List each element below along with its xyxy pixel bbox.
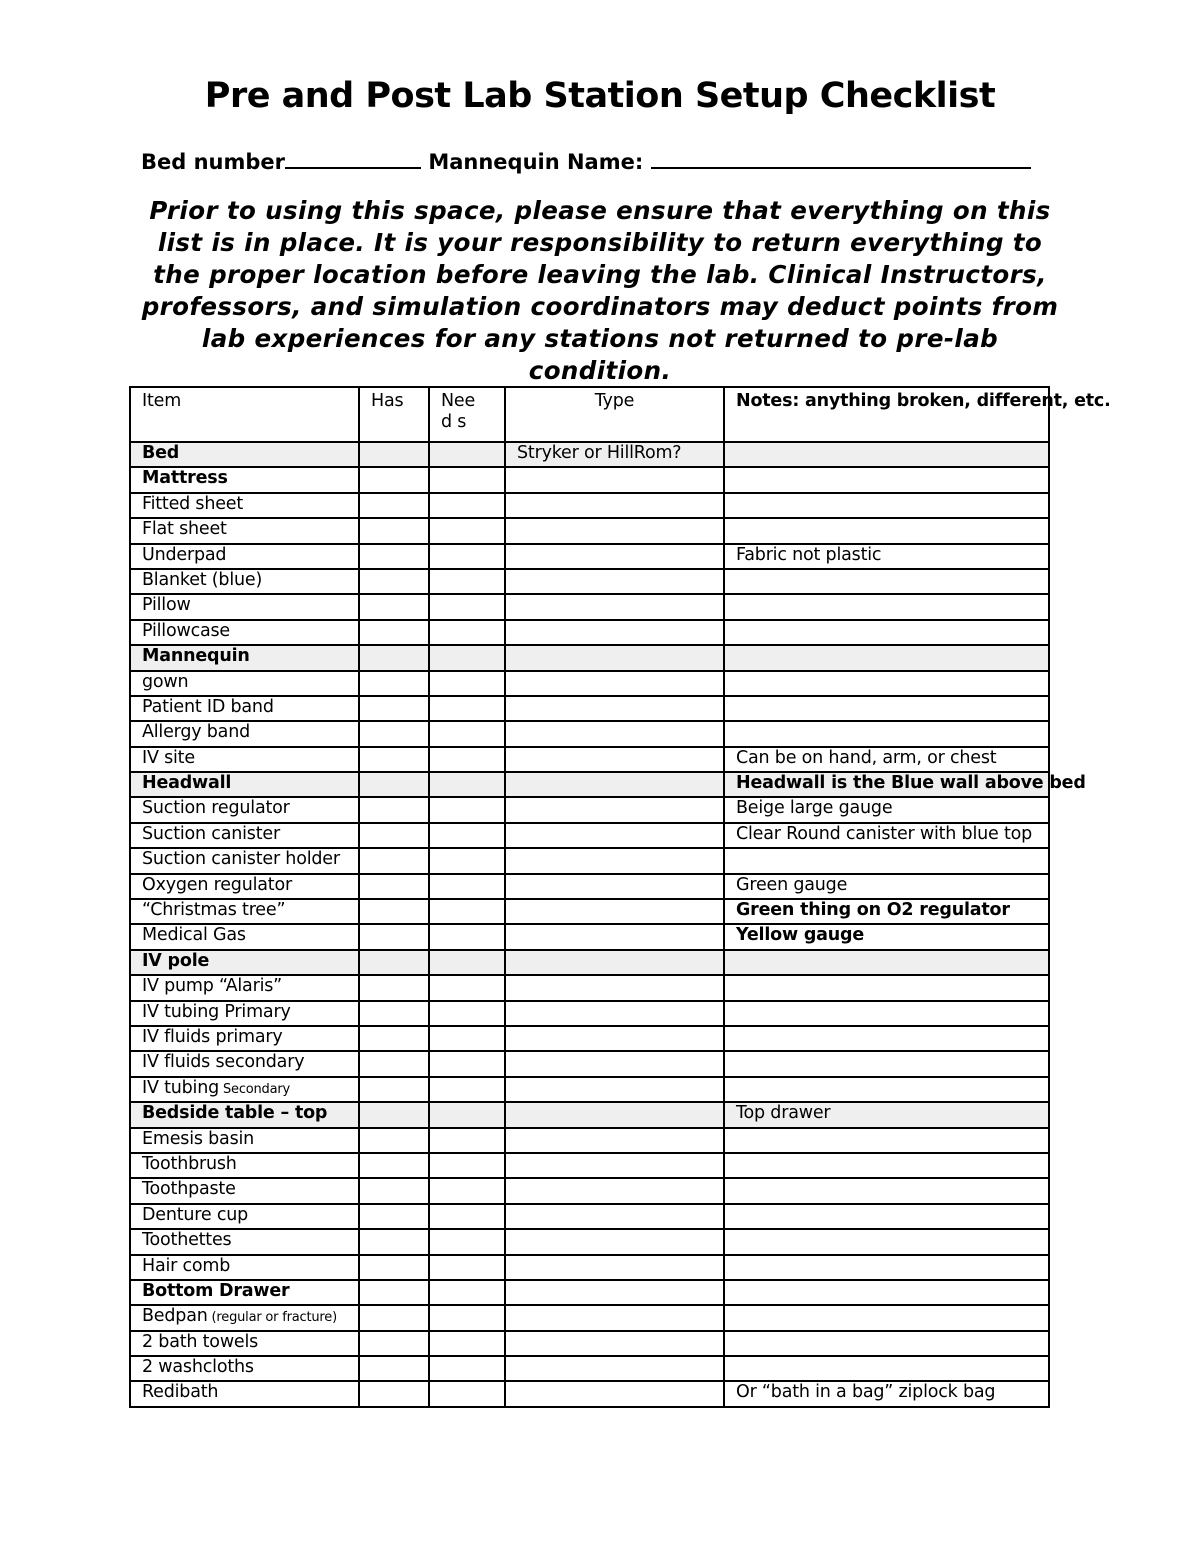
needs-checkbox-cell[interactable] bbox=[429, 645, 505, 670]
needs-checkbox-cell[interactable] bbox=[429, 721, 505, 746]
item-label: Toothbrush bbox=[142, 1153, 237, 1174]
needs-checkbox-cell[interactable] bbox=[429, 696, 505, 721]
has-checkbox-cell[interactable] bbox=[359, 975, 429, 1000]
item-label: IV pole bbox=[142, 950, 210, 971]
table-row bbox=[130, 442, 1049, 467]
needs-checkbox-cell[interactable] bbox=[429, 823, 505, 848]
item-label: Mattress bbox=[142, 468, 228, 489]
type-cell[interactable]: Stryker or HillRom? bbox=[505, 442, 724, 467]
type-cell[interactable] bbox=[505, 696, 724, 721]
notes-cell[interactable] bbox=[724, 594, 1049, 619]
needs-checkbox-cell[interactable] bbox=[429, 1128, 505, 1153]
has-checkbox-cell[interactable] bbox=[359, 1305, 429, 1330]
needs-checkbox-cell[interactable] bbox=[429, 1381, 505, 1406]
table-row bbox=[130, 848, 1049, 873]
table-row bbox=[130, 1077, 1049, 1102]
table-row bbox=[130, 772, 1049, 797]
item-label: Suction canister bbox=[142, 823, 280, 844]
item-cell bbox=[130, 1102, 359, 1127]
table-row bbox=[130, 1153, 1049, 1178]
notes-cell[interactable] bbox=[724, 1051, 1049, 1076]
needs-checkbox-cell[interactable] bbox=[429, 874, 505, 899]
header-item: Item bbox=[130, 387, 359, 442]
item-label: Denture cup bbox=[142, 1204, 249, 1225]
item-cell bbox=[130, 1077, 359, 1102]
notes-cell[interactable]: Or “bath in a bag” ziplock bag bbox=[724, 1381, 1049, 1406]
notes-cell[interactable]: Headwall is the Blue wall above bed bbox=[724, 772, 1049, 797]
notes-cell[interactable] bbox=[724, 950, 1049, 975]
needs-checkbox-cell[interactable] bbox=[429, 467, 505, 492]
has-checkbox-cell[interactable] bbox=[359, 823, 429, 848]
notes-cell[interactable] bbox=[724, 975, 1049, 1000]
notes-cell[interactable] bbox=[724, 442, 1049, 467]
table-row bbox=[130, 1026, 1049, 1051]
item-cell bbox=[130, 544, 359, 569]
has-checkbox-cell[interactable] bbox=[359, 1356, 429, 1381]
table-row bbox=[130, 569, 1049, 594]
item-label: 2 washcloths bbox=[142, 1357, 254, 1378]
table-row bbox=[130, 899, 1049, 924]
has-checkbox-cell[interactable] bbox=[359, 569, 429, 594]
type-cell[interactable] bbox=[505, 1153, 724, 1178]
bed-mannequin-line bbox=[141, 147, 1031, 174]
needs-checkbox-cell[interactable] bbox=[429, 544, 505, 569]
item-cell bbox=[130, 1178, 359, 1203]
notes-cell[interactable]: Yellow gauge bbox=[724, 924, 1049, 949]
has-checkbox-cell[interactable] bbox=[359, 1381, 429, 1406]
has-checkbox-cell[interactable] bbox=[359, 721, 429, 746]
notes-cell[interactable] bbox=[724, 1356, 1049, 1381]
notes-cell[interactable] bbox=[724, 1178, 1049, 1203]
item-cell bbox=[130, 874, 359, 899]
item-cell bbox=[130, 1255, 359, 1280]
has-checkbox-cell[interactable] bbox=[359, 924, 429, 949]
has-checkbox-cell[interactable] bbox=[359, 645, 429, 670]
notes-cell[interactable] bbox=[724, 1001, 1049, 1026]
needs-checkbox-cell[interactable] bbox=[429, 975, 505, 1000]
notes-cell[interactable] bbox=[724, 1229, 1049, 1254]
type-cell[interactable] bbox=[505, 924, 724, 949]
type-cell[interactable] bbox=[505, 544, 724, 569]
needs-checkbox-cell[interactable] bbox=[429, 620, 505, 645]
needs-checkbox-cell[interactable] bbox=[429, 1255, 505, 1280]
type-cell[interactable] bbox=[505, 518, 724, 543]
needs-checkbox-cell[interactable] bbox=[429, 1051, 505, 1076]
notes-cell[interactable] bbox=[724, 1026, 1049, 1051]
item-label: Allergy band bbox=[142, 722, 251, 743]
notes-cell[interactable] bbox=[724, 493, 1049, 518]
item-cell bbox=[130, 696, 359, 721]
item-cell bbox=[130, 1204, 359, 1229]
table-row bbox=[130, 518, 1049, 543]
type-cell[interactable] bbox=[505, 1229, 724, 1254]
item-label: Blanket (blue) bbox=[142, 569, 263, 590]
has-checkbox-cell[interactable] bbox=[359, 874, 429, 899]
table-row bbox=[130, 1178, 1049, 1203]
needs-checkbox-cell[interactable] bbox=[429, 1102, 505, 1127]
table-row bbox=[130, 696, 1049, 721]
needs-checkbox-cell[interactable] bbox=[429, 671, 505, 696]
type-cell[interactable] bbox=[505, 848, 724, 873]
table-row bbox=[130, 594, 1049, 619]
table-row bbox=[130, 874, 1049, 899]
item-cell bbox=[130, 569, 359, 594]
table-row bbox=[130, 975, 1049, 1000]
table-row bbox=[130, 671, 1049, 696]
type-cell[interactable] bbox=[505, 1026, 724, 1051]
table-row bbox=[130, 1204, 1049, 1229]
type-cell[interactable] bbox=[505, 569, 724, 594]
table-row bbox=[130, 747, 1049, 772]
needs-checkbox-cell[interactable] bbox=[429, 772, 505, 797]
item-cell bbox=[130, 975, 359, 1000]
item-label: 2 bath towels bbox=[142, 1331, 259, 1352]
notes-cell[interactable] bbox=[724, 1305, 1049, 1330]
item-cell bbox=[130, 899, 359, 924]
table-row bbox=[130, 1356, 1049, 1381]
needs-checkbox-cell[interactable] bbox=[429, 797, 505, 822]
type-cell[interactable] bbox=[505, 975, 724, 1000]
header-notes: Notes: anything broken, different, etc. bbox=[724, 387, 1049, 442]
needs-checkbox-cell[interactable] bbox=[429, 924, 505, 949]
has-checkbox-cell[interactable] bbox=[359, 696, 429, 721]
table-row bbox=[130, 1280, 1049, 1305]
has-checkbox-cell[interactable] bbox=[359, 1229, 429, 1254]
type-cell[interactable] bbox=[505, 899, 724, 924]
table-row bbox=[130, 924, 1049, 949]
item-cell bbox=[130, 823, 359, 848]
item-label: Bedside table – top bbox=[142, 1103, 328, 1124]
notes-cell[interactable] bbox=[724, 620, 1049, 645]
table-row bbox=[130, 1381, 1049, 1406]
needs-checkbox-cell[interactable] bbox=[429, 1331, 505, 1356]
table-row bbox=[130, 950, 1049, 975]
item-cell bbox=[130, 1051, 359, 1076]
table-row bbox=[130, 823, 1049, 848]
item-cell bbox=[130, 1356, 359, 1381]
notes-cell[interactable] bbox=[724, 696, 1049, 721]
item-note-small: (regular or fracture) bbox=[207, 1310, 337, 1326]
item-cell bbox=[130, 1229, 359, 1254]
needs-checkbox-cell[interactable] bbox=[429, 493, 505, 518]
table-row bbox=[130, 645, 1049, 670]
item-cell bbox=[130, 467, 359, 492]
notes-cell[interactable] bbox=[724, 671, 1049, 696]
type-cell[interactable] bbox=[505, 823, 724, 848]
notes-cell[interactable] bbox=[724, 721, 1049, 746]
item-cell bbox=[130, 747, 359, 772]
has-checkbox-cell[interactable] bbox=[359, 1051, 429, 1076]
needs-checkbox-cell[interactable] bbox=[429, 594, 505, 619]
type-cell[interactable] bbox=[505, 721, 724, 746]
header-has: Has bbox=[359, 387, 429, 442]
mannequin-name-blank[interactable] bbox=[651, 147, 1031, 169]
table-row bbox=[130, 1128, 1049, 1153]
has-checkbox-cell[interactable] bbox=[359, 1153, 429, 1178]
has-checkbox-cell[interactable] bbox=[359, 442, 429, 467]
type-cell[interactable] bbox=[505, 467, 724, 492]
needs-checkbox-cell[interactable] bbox=[429, 1026, 505, 1051]
item-label: Bottom Drawer bbox=[142, 1280, 290, 1301]
item-cell bbox=[130, 1280, 359, 1305]
item-cell bbox=[130, 1381, 359, 1406]
type-cell[interactable] bbox=[505, 1280, 724, 1305]
needs-checkbox-cell[interactable] bbox=[429, 1305, 505, 1330]
table-row bbox=[130, 1331, 1049, 1356]
notes-cell[interactable] bbox=[724, 1331, 1049, 1356]
has-checkbox-cell[interactable] bbox=[359, 1102, 429, 1127]
item-cell bbox=[130, 950, 359, 975]
notes-cell[interactable]: Fabric not plastic bbox=[724, 544, 1049, 569]
type-cell[interactable] bbox=[505, 772, 724, 797]
item-cell bbox=[130, 772, 359, 797]
item-cell bbox=[130, 594, 359, 619]
item-label: Toothpaste bbox=[142, 1179, 236, 1200]
notes-cell[interactable] bbox=[724, 1255, 1049, 1280]
item-label: “Christmas tree” bbox=[142, 900, 286, 921]
item-label: Suction regulator bbox=[142, 798, 290, 819]
has-checkbox-cell[interactable] bbox=[359, 620, 429, 645]
table-row bbox=[130, 544, 1049, 569]
item-label: Pillowcase bbox=[142, 620, 231, 641]
table-row bbox=[130, 1051, 1049, 1076]
type-cell[interactable] bbox=[505, 671, 724, 696]
bed-number-blank[interactable] bbox=[285, 147, 421, 169]
item-label: Patient ID band bbox=[142, 696, 274, 717]
item-cell bbox=[130, 493, 359, 518]
notes-cell[interactable]: Green thing on O2 regulator bbox=[724, 899, 1049, 924]
item-cell bbox=[130, 671, 359, 696]
item-cell bbox=[130, 620, 359, 645]
notes-cell[interactable] bbox=[724, 1280, 1049, 1305]
item-suffix: Secondary bbox=[219, 1081, 291, 1097]
item-label: Pillow bbox=[142, 595, 191, 616]
item-label: Fitted sheet bbox=[142, 493, 244, 514]
item-cell bbox=[130, 645, 359, 670]
has-checkbox-cell[interactable] bbox=[359, 950, 429, 975]
bed-number-label: Bed number bbox=[141, 150, 286, 174]
item-label: Suction canister holder bbox=[142, 849, 340, 870]
header-type: Type bbox=[505, 387, 724, 442]
has-checkbox-cell[interactable] bbox=[359, 747, 429, 772]
item-cell bbox=[130, 1153, 359, 1178]
notes-cell[interactable] bbox=[724, 645, 1049, 670]
table-row bbox=[130, 493, 1049, 518]
type-cell[interactable] bbox=[505, 1255, 724, 1280]
table-header-row bbox=[130, 387, 1049, 442]
table-row bbox=[130, 721, 1049, 746]
item-label: gown bbox=[142, 671, 189, 692]
type-cell[interactable] bbox=[505, 1204, 724, 1229]
has-checkbox-cell[interactable] bbox=[359, 1331, 429, 1356]
notes-cell[interactable]: Can be on hand, arm, or chest bbox=[724, 747, 1049, 772]
item-cell bbox=[130, 924, 359, 949]
item-cell bbox=[130, 1305, 359, 1330]
item-label: Toothettes bbox=[142, 1230, 232, 1251]
has-checkbox-cell[interactable] bbox=[359, 797, 429, 822]
item-label: IV site bbox=[142, 747, 195, 768]
has-checkbox-cell[interactable] bbox=[359, 1204, 429, 1229]
type-cell[interactable] bbox=[505, 620, 724, 645]
type-cell[interactable] bbox=[505, 1305, 724, 1330]
item-cell bbox=[130, 1128, 359, 1153]
notes-cell[interactable] bbox=[724, 1153, 1049, 1178]
notes-cell[interactable] bbox=[724, 1204, 1049, 1229]
needs-checkbox-cell[interactable] bbox=[429, 899, 505, 924]
page-title: Pre and Post Lab Station Setup Checklist bbox=[204, 76, 996, 116]
needs-checkbox-cell[interactable] bbox=[429, 518, 505, 543]
needs-checkbox-cell[interactable] bbox=[429, 1178, 505, 1203]
table-row bbox=[130, 797, 1049, 822]
notes-cell[interactable] bbox=[724, 848, 1049, 873]
notes-cell[interactable]: Green gauge bbox=[724, 874, 1049, 899]
item-label: IV fluids secondary bbox=[142, 1052, 305, 1073]
item-label: IV tubing bbox=[142, 1077, 220, 1098]
item-label: Bed bbox=[142, 443, 180, 463]
item-label: Underpad bbox=[142, 544, 227, 565]
has-checkbox-cell[interactable] bbox=[359, 493, 429, 518]
has-checkbox-cell[interactable] bbox=[359, 1128, 429, 1153]
item-label: Hair comb bbox=[142, 1255, 231, 1276]
needs-checkbox-cell[interactable] bbox=[429, 1001, 505, 1026]
item-cell bbox=[130, 1001, 359, 1026]
item-label: Headwall bbox=[142, 773, 232, 794]
type-cell[interactable] bbox=[505, 1178, 724, 1203]
type-cell[interactable] bbox=[505, 1102, 724, 1127]
has-checkbox-cell[interactable] bbox=[359, 467, 429, 492]
needs-checkbox-cell[interactable] bbox=[429, 950, 505, 975]
has-checkbox-cell[interactable] bbox=[359, 772, 429, 797]
item-label: Oxygen regulator bbox=[142, 874, 292, 895]
has-checkbox-cell[interactable] bbox=[359, 594, 429, 619]
has-checkbox-cell[interactable] bbox=[359, 1077, 429, 1102]
needs-checkbox-cell[interactable] bbox=[429, 1153, 505, 1178]
table-row bbox=[130, 1229, 1049, 1254]
item-label: IV pump “Alaris” bbox=[142, 976, 283, 997]
needs-checkbox-cell[interactable] bbox=[429, 442, 505, 467]
needs-checkbox-cell[interactable] bbox=[429, 1204, 505, 1229]
has-checkbox-cell[interactable] bbox=[359, 1001, 429, 1026]
type-cell[interactable] bbox=[505, 747, 724, 772]
has-checkbox-cell[interactable] bbox=[359, 1280, 429, 1305]
needs-checkbox-cell[interactable] bbox=[429, 747, 505, 772]
header-needs: Need s bbox=[429, 387, 505, 442]
type-cell[interactable] bbox=[505, 1077, 724, 1102]
item-cell bbox=[130, 848, 359, 873]
notes-cell[interactable] bbox=[724, 1128, 1049, 1153]
item-label: Flat sheet bbox=[142, 519, 227, 540]
has-checkbox-cell[interactable] bbox=[359, 899, 429, 924]
table-row bbox=[130, 1102, 1049, 1127]
notes-cell[interactable] bbox=[724, 569, 1049, 594]
type-cell[interactable] bbox=[505, 874, 724, 899]
item-cell bbox=[130, 721, 359, 746]
mannequin-name-label: Mannequin Name: bbox=[428, 150, 644, 174]
table-row bbox=[130, 1305, 1049, 1330]
table-row bbox=[130, 467, 1049, 492]
has-checkbox-cell[interactable] bbox=[359, 1255, 429, 1280]
notes-cell[interactable] bbox=[724, 467, 1049, 492]
type-cell[interactable] bbox=[505, 1128, 724, 1153]
item-label: Redibath bbox=[142, 1382, 219, 1403]
type-cell[interactable] bbox=[505, 1051, 724, 1076]
needs-checkbox-cell[interactable] bbox=[429, 1356, 505, 1381]
type-cell[interactable] bbox=[505, 594, 724, 619]
needs-checkbox-cell[interactable] bbox=[429, 848, 505, 873]
type-cell[interactable] bbox=[505, 797, 724, 822]
type-cell[interactable] bbox=[505, 645, 724, 670]
table-row bbox=[130, 1001, 1049, 1026]
instructions: Prior to using this space, please ensure that everything on this list is in place. It is your responsibility to return everything to the proper location before leaving the lab. Clinical Instructors, professors, and simulation coordinators may deduct points from lab experiences for any stations not returned to pre-lab condition. bbox=[141, 196, 1059, 385]
has-checkbox-cell[interactable] bbox=[359, 1178, 429, 1203]
needs-checkbox-cell[interactable] bbox=[429, 1077, 505, 1102]
has-checkbox-cell[interactable] bbox=[359, 671, 429, 696]
table-row bbox=[130, 1255, 1049, 1280]
type-cell[interactable] bbox=[505, 493, 724, 518]
item-cell bbox=[130, 1026, 359, 1051]
item-label: Mannequin bbox=[142, 646, 250, 667]
type-cell[interactable] bbox=[505, 1331, 724, 1356]
type-cell[interactable] bbox=[505, 1381, 724, 1406]
item-cell bbox=[130, 518, 359, 543]
notes-cell[interactable]: Clear Round canister with blue top bbox=[724, 823, 1049, 848]
notes-cell[interactable]: Beige large gauge bbox=[724, 797, 1049, 822]
needs-checkbox-cell[interactable] bbox=[429, 1280, 505, 1305]
item-label: Bedpan bbox=[142, 1306, 208, 1327]
has-checkbox-cell[interactable] bbox=[359, 1026, 429, 1051]
item-cell bbox=[130, 442, 359, 467]
item-label: IV fluids primary bbox=[142, 1026, 283, 1047]
has-checkbox-cell[interactable] bbox=[359, 518, 429, 543]
notes-cell[interactable] bbox=[724, 1077, 1049, 1102]
type-cell[interactable] bbox=[505, 950, 724, 975]
item-cell bbox=[130, 1331, 359, 1356]
has-checkbox-cell[interactable] bbox=[359, 848, 429, 873]
item-cell bbox=[130, 797, 359, 822]
needs-checkbox-cell[interactable] bbox=[429, 1229, 505, 1254]
table-row bbox=[130, 620, 1049, 645]
checklist-table bbox=[129, 386, 1111, 1408]
type-cell[interactable] bbox=[505, 1356, 724, 1381]
has-checkbox-cell[interactable] bbox=[359, 544, 429, 569]
item-label: Emesis basin bbox=[142, 1128, 255, 1149]
type-cell[interactable] bbox=[505, 1001, 724, 1026]
needs-checkbox-cell[interactable] bbox=[429, 569, 505, 594]
notes-cell[interactable] bbox=[724, 518, 1049, 543]
notes-cell[interactable]: Top drawer bbox=[724, 1102, 1049, 1127]
item-label: Medical Gas bbox=[142, 925, 246, 946]
item-label: IV tubing Primary bbox=[142, 1001, 291, 1022]
